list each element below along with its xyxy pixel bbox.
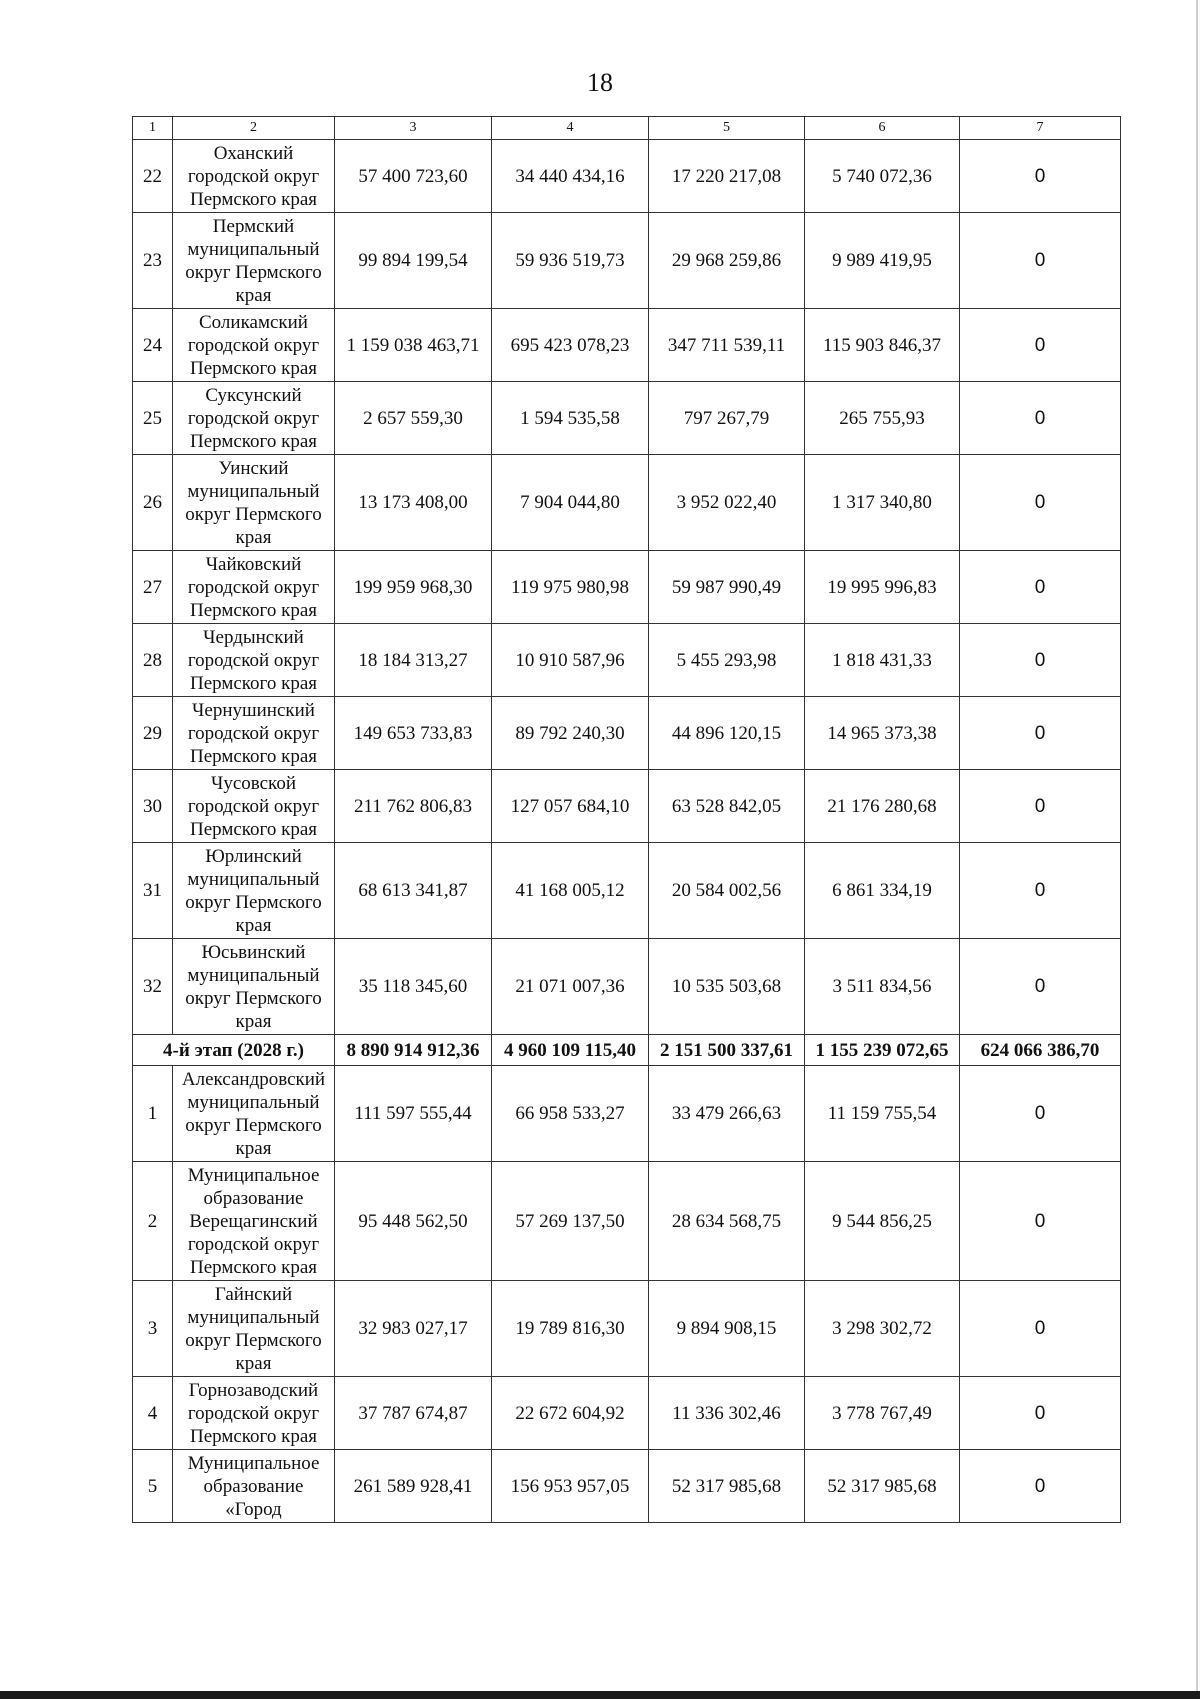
value-col-7: 0 xyxy=(960,213,1121,309)
value-col-3: 2 657 559,30 xyxy=(335,382,492,455)
municipality-name-line: Чернушинский xyxy=(192,699,315,721)
value-col-6: 3 298 302,72 xyxy=(805,1281,960,1377)
row-number: 5 xyxy=(133,1450,173,1523)
municipality-name xyxy=(173,1162,335,1281)
value-col-3: 35 118 345,60 xyxy=(335,939,492,1035)
value-col-7: 0 xyxy=(960,551,1121,624)
municipality-name-line: края xyxy=(235,1352,272,1374)
municipality-name-line: Пермского края xyxy=(189,818,318,840)
column-header: 6 xyxy=(805,117,960,140)
value-col-7: 0 xyxy=(960,309,1121,382)
municipality-name-line: Пермского края xyxy=(189,1425,318,1447)
row-number: 30 xyxy=(133,770,173,843)
value-col-4: 7 904 044,80 xyxy=(492,455,649,551)
table-row xyxy=(133,843,1121,939)
value-col-4: 10 910 587,96 xyxy=(492,624,649,697)
municipality-name-line: городской округ xyxy=(187,1233,320,1255)
municipality-name-line: образование xyxy=(203,1187,304,1209)
municipality-name-line: Пермского края xyxy=(189,188,318,210)
municipality-name-line: Чердынский xyxy=(203,626,304,648)
municipality-name-line: Верещагинский xyxy=(189,1210,318,1232)
row-number: 3 xyxy=(133,1281,173,1377)
stage-label: 4-й этап (2028 г.) xyxy=(133,1035,335,1066)
table-body xyxy=(133,117,1121,1523)
municipality-name-line: городской округ xyxy=(187,576,320,598)
value-col-5: 10 535 503,68 xyxy=(649,939,805,1035)
municipality-name xyxy=(173,624,335,697)
value-col-3: 111 597 555,44 xyxy=(335,1066,492,1162)
municipality-name-line: края xyxy=(235,914,272,936)
value-col-3: 32 983 027,17 xyxy=(335,1281,492,1377)
table-row xyxy=(133,1377,1121,1450)
value-col-5: 347 711 539,11 xyxy=(649,309,805,382)
value-col-4: 127 057 684,10 xyxy=(492,770,649,843)
municipality-name-line: городской округ xyxy=(187,722,320,744)
municipality-name-line: края xyxy=(235,1010,272,1032)
row-number: 32 xyxy=(133,939,173,1035)
value-col-6: 52 317 985,68 xyxy=(805,1450,960,1523)
municipality-name-line: Пермского края xyxy=(189,430,318,452)
municipality-name-line: муниципальный xyxy=(187,238,320,260)
value-col-4: 57 269 137,50 xyxy=(492,1162,649,1281)
value-col-6: 1 317 340,80 xyxy=(805,455,960,551)
value-col-3: 13 173 408,00 xyxy=(335,455,492,551)
value-col-5: 3 952 022,40 xyxy=(649,455,805,551)
column-number-row xyxy=(133,117,1121,140)
municipality-name-line: Юсьвинский xyxy=(201,941,306,963)
table-row xyxy=(133,551,1121,624)
municipality-name-line: муниципальный xyxy=(187,868,320,890)
municipality-name-line: Пермского края xyxy=(189,599,318,621)
municipality-name-line: муниципальный xyxy=(187,480,320,502)
value-col-6: 14 965 373,38 xyxy=(805,697,960,770)
row-number: 27 xyxy=(133,551,173,624)
value-col-5: 59 987 990,49 xyxy=(649,551,805,624)
column-header: 3 xyxy=(335,117,492,140)
municipality-name-line: края xyxy=(235,1137,272,1159)
municipality-name-line: Горнозаводский xyxy=(188,1379,319,1401)
stage-total-col-7: 624 066 386,70 xyxy=(960,1035,1121,1066)
table-row xyxy=(133,382,1121,455)
municipality-name-line: городской округ xyxy=(187,165,320,187)
municipality-name-line: Юрлинский xyxy=(205,845,302,867)
value-col-5: 797 267,79 xyxy=(649,382,805,455)
value-col-4: 695 423 078,23 xyxy=(492,309,649,382)
value-col-6: 265 755,93 xyxy=(805,382,960,455)
value-col-6: 9 989 419,95 xyxy=(805,213,960,309)
value-col-6: 3 778 767,49 xyxy=(805,1377,960,1450)
row-number: 4 xyxy=(133,1377,173,1450)
municipality-name-line: Гайнский xyxy=(214,1283,293,1305)
municipality-name-line: округ Пермского xyxy=(185,261,322,283)
row-number: 31 xyxy=(133,843,173,939)
value-col-3: 199 959 968,30 xyxy=(335,551,492,624)
scan-border xyxy=(0,1691,1200,1699)
row-number: 29 xyxy=(133,697,173,770)
municipality-name xyxy=(173,697,335,770)
value-col-7: 0 xyxy=(960,770,1121,843)
municipality-name-line: Муниципальное xyxy=(187,1452,320,1474)
value-col-5: 11 336 302,46 xyxy=(649,1377,805,1450)
municipality-name-line: Пермского края xyxy=(189,745,318,767)
column-header: 7 xyxy=(960,117,1121,140)
municipality-name xyxy=(173,1066,335,1162)
table-row xyxy=(133,309,1121,382)
municipality-name-line: округ Пермского xyxy=(185,503,322,525)
table-row xyxy=(133,1450,1121,1523)
row-number: 24 xyxy=(133,309,173,382)
value-col-3: 261 589 928,41 xyxy=(335,1450,492,1523)
value-col-5: 17 220 217,08 xyxy=(649,140,805,213)
municipality-name-line: Соликамский xyxy=(199,311,308,333)
row-number: 22 xyxy=(133,140,173,213)
stage-total-col-5: 2 151 500 337,61 xyxy=(649,1035,805,1066)
stage-total-col-6: 1 155 239 072,65 xyxy=(805,1035,960,1066)
value-col-5: 28 634 568,75 xyxy=(649,1162,805,1281)
municipality-name-line: Пермский xyxy=(212,215,295,237)
municipality-name xyxy=(173,770,335,843)
value-col-5: 5 455 293,98 xyxy=(649,624,805,697)
municipality-name xyxy=(173,1281,335,1377)
municipality-name-line: Муниципальное xyxy=(187,1164,320,1186)
table-row xyxy=(133,1066,1121,1162)
value-col-4: 41 168 005,12 xyxy=(492,843,649,939)
municipality-name xyxy=(173,939,335,1035)
scan-edge xyxy=(1196,0,1198,1699)
municipality-name-line: городской округ xyxy=(187,407,320,429)
value-col-3: 149 653 733,83 xyxy=(335,697,492,770)
row-number: 28 xyxy=(133,624,173,697)
table-row xyxy=(133,624,1121,697)
value-col-7: 0 xyxy=(960,1162,1121,1281)
value-col-7: 0 xyxy=(960,843,1121,939)
municipality-name xyxy=(173,551,335,624)
municipality-name-line: Чусовской xyxy=(210,772,296,794)
table-row xyxy=(133,770,1121,843)
municipality-name-line: Чайковский xyxy=(205,553,302,575)
municipality-name-line: Александровский xyxy=(181,1068,326,1090)
municipality-name-line: Пермского края xyxy=(189,1256,318,1278)
table-row xyxy=(133,140,1121,213)
table-row xyxy=(133,1281,1121,1377)
row-number: 2 xyxy=(133,1162,173,1281)
value-col-4: 22 672 604,92 xyxy=(492,1377,649,1450)
municipality-name xyxy=(173,1377,335,1450)
municipality-name-line: муниципальный xyxy=(187,1306,320,1328)
value-col-7: 0 xyxy=(960,1281,1121,1377)
municipality-name-line: округ Пермского xyxy=(185,1114,322,1136)
municipality-name-line: края xyxy=(235,526,272,548)
municipality-name xyxy=(173,382,335,455)
value-col-7: 0 xyxy=(960,455,1121,551)
column-header: 1 xyxy=(133,117,173,140)
value-col-5: 20 584 002,56 xyxy=(649,843,805,939)
page-number: 18 xyxy=(587,68,613,97)
value-col-4: 119 975 980,98 xyxy=(492,551,649,624)
value-col-6: 11 159 755,54 xyxy=(805,1066,960,1162)
municipality-name-line: округ Пермского xyxy=(185,891,322,913)
value-col-7: 0 xyxy=(960,1377,1121,1450)
row-number: 23 xyxy=(133,213,173,309)
value-col-6: 19 995 996,83 xyxy=(805,551,960,624)
municipality-name xyxy=(173,1450,335,1523)
municipality-name xyxy=(173,140,335,213)
municipality-name-line: Суксунский xyxy=(205,384,302,406)
value-col-6: 9 544 856,25 xyxy=(805,1162,960,1281)
table-row xyxy=(133,1162,1121,1281)
value-col-7: 0 xyxy=(960,382,1121,455)
municipality-name-line: городской округ xyxy=(187,1402,320,1424)
municipality-name xyxy=(173,455,335,551)
value-col-3: 1 159 038 463,71 xyxy=(335,309,492,382)
municipality-name-line: Пермского края xyxy=(189,672,318,694)
value-col-4: 19 789 816,30 xyxy=(492,1281,649,1377)
value-col-3: 211 762 806,83 xyxy=(335,770,492,843)
value-col-4: 89 792 240,30 xyxy=(492,697,649,770)
value-col-5: 63 528 842,05 xyxy=(649,770,805,843)
value-col-6: 3 511 834,56 xyxy=(805,939,960,1035)
value-col-4: 34 440 434,16 xyxy=(492,140,649,213)
row-number: 26 xyxy=(133,455,173,551)
value-col-7: 0 xyxy=(960,140,1121,213)
municipality-name xyxy=(173,843,335,939)
municipality-name-line: муниципальный xyxy=(187,964,320,986)
value-col-3: 68 613 341,87 xyxy=(335,843,492,939)
value-col-4: 156 953 957,05 xyxy=(492,1450,649,1523)
municipality-name-line: Уинский xyxy=(218,457,289,479)
value-col-7: 0 xyxy=(960,1066,1121,1162)
municipality-name-line: муниципальный xyxy=(187,1091,320,1113)
stage-total-row xyxy=(133,1035,1121,1066)
value-col-4: 66 958 533,27 xyxy=(492,1066,649,1162)
municipality-name-line: городской округ xyxy=(187,334,320,356)
column-header: 4 xyxy=(492,117,649,140)
value-col-7: 0 xyxy=(960,939,1121,1035)
value-col-4: 59 936 519,73 xyxy=(492,213,649,309)
value-col-5: 44 896 120,15 xyxy=(649,697,805,770)
value-col-5: 33 479 266,63 xyxy=(649,1066,805,1162)
table-row xyxy=(133,455,1121,551)
municipality-name-line: городской округ xyxy=(187,649,320,671)
value-col-5: 29 968 259,86 xyxy=(649,213,805,309)
value-col-5: 52 317 985,68 xyxy=(649,1450,805,1523)
municipality-name-line: Оханский xyxy=(213,142,294,164)
value-col-3: 99 894 199,54 xyxy=(335,213,492,309)
municipality-name-line: образование xyxy=(203,1475,304,1497)
municipality-name-line: городской округ xyxy=(187,795,320,817)
value-col-3: 37 787 674,87 xyxy=(335,1377,492,1450)
stage-total-col-3: 8 890 914 912,36 xyxy=(335,1035,492,1066)
column-header: 5 xyxy=(649,117,805,140)
municipality-name-line: края xyxy=(235,284,272,306)
value-col-7: 0 xyxy=(960,697,1121,770)
value-col-6: 1 818 431,33 xyxy=(805,624,960,697)
municipality-name xyxy=(173,309,335,382)
municipality-name-line: округ Пермского xyxy=(185,987,322,1009)
value-col-5: 9 894 908,15 xyxy=(649,1281,805,1377)
municipality-name-line: Пермского края xyxy=(189,357,318,379)
value-col-3: 57 400 723,60 xyxy=(335,140,492,213)
table-row xyxy=(133,213,1121,309)
municipality-name-line: округ Пермского xyxy=(185,1329,322,1351)
table-row xyxy=(133,697,1121,770)
value-col-4: 1 594 535,58 xyxy=(492,382,649,455)
municipality-name-line: «Город xyxy=(225,1498,282,1520)
value-col-7: 0 xyxy=(960,624,1121,697)
table-row xyxy=(133,939,1121,1035)
value-col-6: 21 176 280,68 xyxy=(805,770,960,843)
municipality-name xyxy=(173,213,335,309)
value-col-6: 5 740 072,36 xyxy=(805,140,960,213)
row-number: 1 xyxy=(133,1066,173,1162)
value-col-7: 0 xyxy=(960,1450,1121,1523)
value-col-3: 18 184 313,27 xyxy=(335,624,492,697)
stage-total-col-4: 4 960 109 115,40 xyxy=(492,1035,649,1066)
value-col-6: 6 861 334,19 xyxy=(805,843,960,939)
row-number: 25 xyxy=(133,382,173,455)
column-header: 2 xyxy=(173,117,335,140)
budget-table xyxy=(132,116,1121,1523)
value-col-3: 95 448 562,50 xyxy=(335,1162,492,1281)
value-col-6: 115 903 846,37 xyxy=(805,309,960,382)
value-col-4: 21 071 007,36 xyxy=(492,939,649,1035)
